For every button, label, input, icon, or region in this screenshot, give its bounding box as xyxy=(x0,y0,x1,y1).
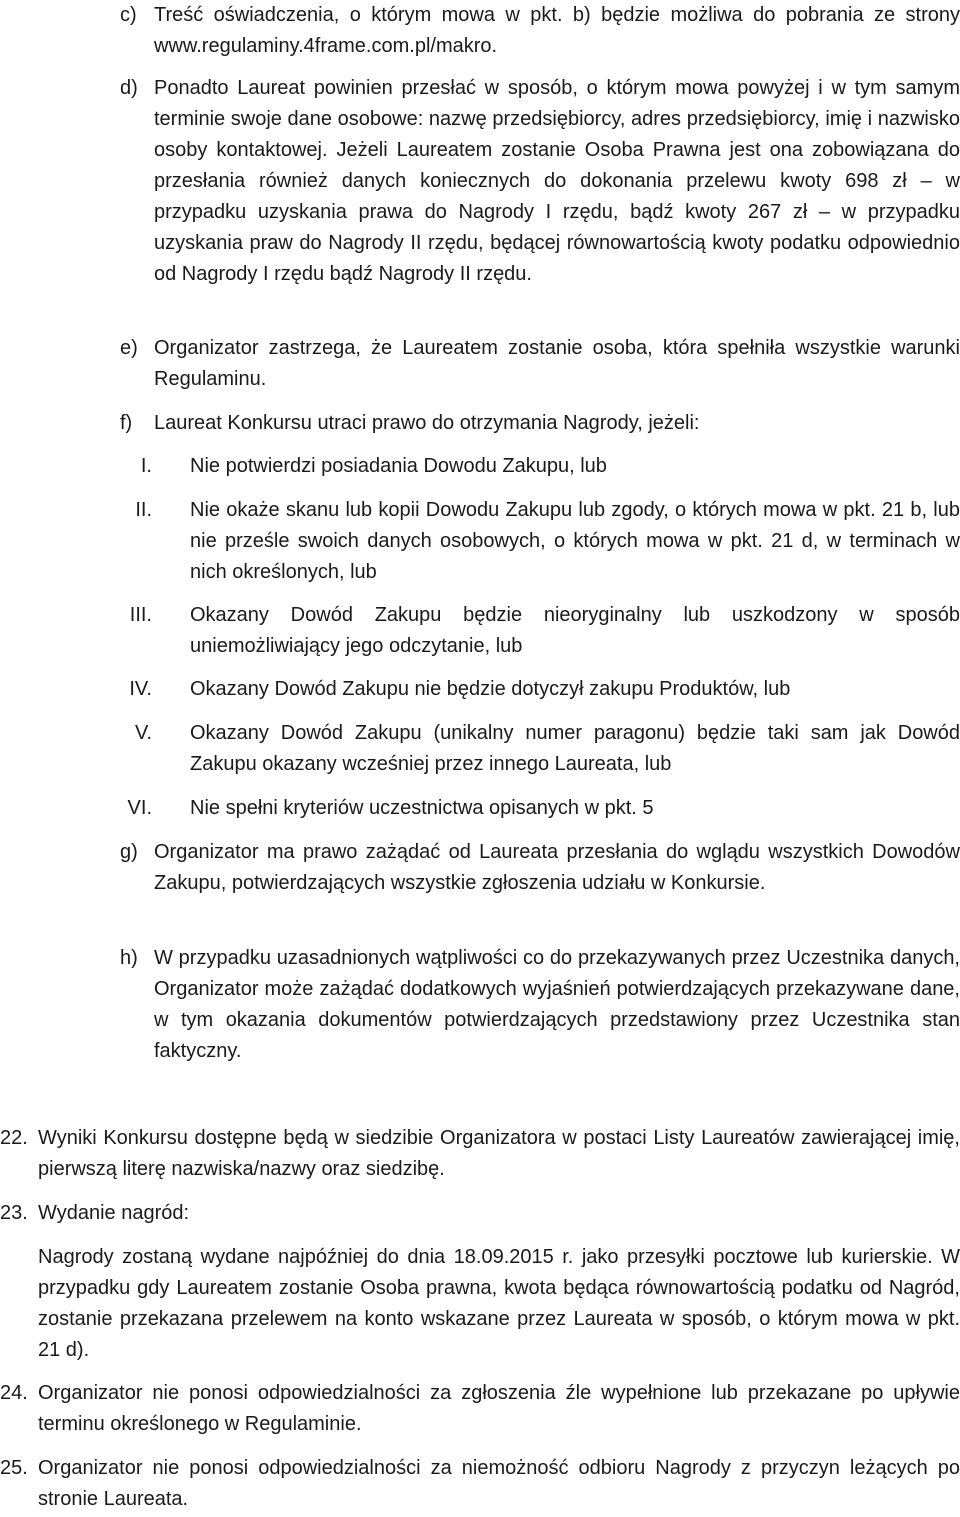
paragraph-number: 24. xyxy=(0,1382,28,1404)
condition-marker: III. xyxy=(129,604,152,626)
paragraph-23-body: Nagrody zostaną wydane najpóźniej do dnia 18.09.2015 r. jako przesyłki pocztowe lub kurierskie. W przypadku gdy Laureatem zostanie Osoba prawna, kwota będąca równowartością podatku od Nagród, zostanie przekazana przelewem na konto wskazane przez Laureata w sposób, o którym mowa w pkt. 21 d). xyxy=(38,1246,960,1361)
subpoint-text: Organizator ma prawo zażądać od Laureata przesłania do wglądu wszystkich Dowodów Zakupu, potwierdzających wszystkie zgłoszenia udziału w Konkursie. xyxy=(154,841,960,894)
paragraph-number: 25. xyxy=(0,1457,28,1479)
subpoint-c xyxy=(120,0,960,62)
paragraph-text: Wyniki Konkursu dostępne będą w siedzibie Organizatora w postaci Listy Laureatów zawierającej imię, pierwszą literę nazwiska/nazwy oraz siedzibę. xyxy=(38,1127,960,1180)
subpoint-marker: f) xyxy=(120,412,133,434)
condition-item-6 xyxy=(120,793,960,824)
condition-item-3 xyxy=(120,600,960,662)
condition-marker: VI. xyxy=(127,797,152,819)
paragraph-23 xyxy=(0,1198,960,1229)
condition-marker: V. xyxy=(134,722,152,744)
condition-item-1 xyxy=(120,451,960,482)
condition-item-2 xyxy=(120,495,960,588)
subpoint-marker: d) xyxy=(120,77,138,99)
subpoint-text: W przypadku uzasadnionych wątpliwości co do przekazywanych przez Uczestnika danych, Organizator może zażądać dodatkowych wyjaśnień potwierdzających przekazywane dane, w tym okazania dokumentów potwierdzających przedstawiony przez Uczestnika stan faktyczny. xyxy=(154,947,960,1062)
condition-marker: II. xyxy=(135,499,152,521)
subpoint-g xyxy=(120,837,960,899)
condition-marker: I. xyxy=(140,455,152,477)
subpoint-marker: c) xyxy=(120,4,137,26)
condition-text: Nie okaże skanu lub kopii Dowodu Zakupu lub zgody, o których mowa w pkt. 21 b, lub nie prześle swoich danych osobowych, o których mowa w pkt. 21 d, w terminach w nich określonych, lub xyxy=(190,499,960,583)
paragraph-25 xyxy=(0,1453,960,1515)
condition-text: Okazany Dowód Zakupu będzie nieoryginalny lub uszkodzony w sposób uniemożliwiający jego odczytanie, lub xyxy=(190,604,960,657)
paragraph-number: 23. xyxy=(0,1202,28,1224)
condition-text: Nie potwierdzi posiadania Dowodu Zakupu, lub xyxy=(190,455,607,477)
condition-marker: IV. xyxy=(129,678,152,700)
subpoint-marker: e) xyxy=(120,337,138,359)
paragraph-22 xyxy=(0,1123,960,1185)
subpoint-text: Treść oświadczenia, o którym mowa w pkt. b) będzie możliwa do pobrania ze strony www.regulaminy.4frame.com.pl/makro. xyxy=(154,4,960,57)
condition-text: Okazany Dowód Zakupu (unikalny numer paragonu) będzie taki sam jak Dowód Zakupu okazany wcześniej przez innego Laureata, lub xyxy=(190,722,960,775)
paragraph-text: Organizator nie ponosi odpowiedzialności za niemożność odbioru Nagrody z przyczyn leżących po stronie Laureata. xyxy=(38,1457,960,1510)
subpoint-text: Laureat Konkursu utraci prawo do otrzymania Nagrody, jeżeli: xyxy=(154,412,700,434)
condition-text: Okazany Dowód Zakupu nie będzie dotyczył zakupu Produktów, lub xyxy=(190,678,791,700)
subpoint-f xyxy=(120,408,960,439)
subpoint-marker: g) xyxy=(120,841,138,863)
subpoint-d xyxy=(120,73,960,290)
condition-item-4 xyxy=(120,674,960,705)
subpoint-h xyxy=(120,943,960,1067)
condition-item-5 xyxy=(120,718,960,780)
subpoint-text: Organizator zastrzega, że Laureatem zostanie osoba, która spełniła wszystkie warunki Regulaminu. xyxy=(154,337,960,390)
paragraph-text: Organizator nie ponosi odpowiedzialności za zgłoszenia źle wypełnione lub przekazane po upływie terminu określonego w Regulaminie. xyxy=(38,1382,960,1435)
subpoint-marker: h) xyxy=(120,947,138,969)
paragraph-heading: Wydanie nagród: xyxy=(38,1202,190,1224)
paragraph-number: 22. xyxy=(0,1127,28,1149)
subpoint-text: Ponadto Laureat powinien przesłać w sposób, o którym mowa powyżej i w tym samym terminie swoje dane osobowe: nazwę przedsiębiorcy, adres przedsiębiorcy, imię i nazwisko osoby kontaktowej. Jeżeli Laureatem zostanie Osoba Prawna jest ona zobowiązana do przesłania również danych koniecznych do dokonania przelewu kwoty 698 zł – w przypadku uzyskania prawa do Nagrody I rzędu, bądź kwoty 267 zł – w przypadku uzyskania praw do Nagrody II rzędu, będącej równowartością kwoty podatku odpowiednio od Nagrody I rzędu bądź Nagrody II rzędu. xyxy=(154,77,960,285)
condition-text: Nie spełni kryteriów uczestnictwa opisanych w pkt. 5 xyxy=(190,797,654,819)
subpoint-e xyxy=(120,333,960,395)
paragraph-24 xyxy=(0,1378,960,1440)
